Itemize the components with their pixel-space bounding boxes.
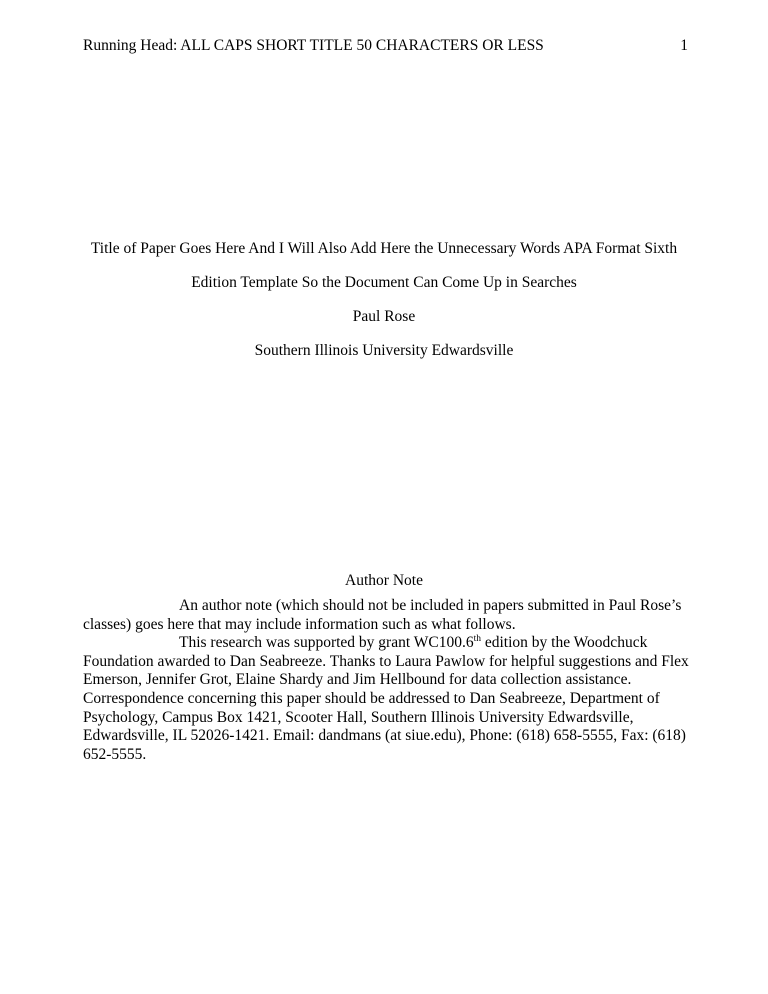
author-note-heading: Author Note [345, 572, 423, 589]
page-number: 1 [680, 37, 688, 54]
author-affiliation: Southern Illinois University Edwardsville [254, 342, 514, 359]
author-note-paragraph-1: An author note (which should not be included in papers submitted in Paul Rose’s classes) goes here that may include information such as what follows. [83, 597, 682, 633]
author-note-paragraph-2-rest: edition by the Woodchuck Foundation awarded to Dan Seabreeze. Thanks to Laura Pawlow for helpful suggestions and Flex Emerson, Jennifer Grot, Elaine Shardy and Jim Hellbound for data collection assistance. Correspondence concerning this paper should be addressed to Dan Seabreeze, Department of Psychology, Campus Box 1421, Scooter Hall, Southern Illinois University Edwardsville, Edwardsville, IL 52026-1421. Email: dandmans (at siue.edu), Phone: (618) 658-5555, Fax: (618) 652-5555. [83, 634, 689, 763]
paper-title-line-1: Title of Paper Goes Here And I Will Also Add Here the Unnecessary Words APA Format Sixth [90, 240, 678, 257]
ordinal-superscript: th [473, 634, 481, 645]
author-name: Paul Rose [352, 308, 416, 325]
author-note-paragraph-2-start: This research was supported by grant WC100.6 [179, 634, 474, 652]
paper-title-line-2: Edition Template So the Document Can Come Up in Searches [191, 274, 577, 291]
author-note-body [83, 597, 691, 764]
author-note-paragraph-2 [83, 634, 691, 764]
running-head: Running Head: ALL CAPS SHORT TITLE 50 CHARACTERS OR LESS [83, 37, 544, 54]
title-block [83, 232, 685, 368]
